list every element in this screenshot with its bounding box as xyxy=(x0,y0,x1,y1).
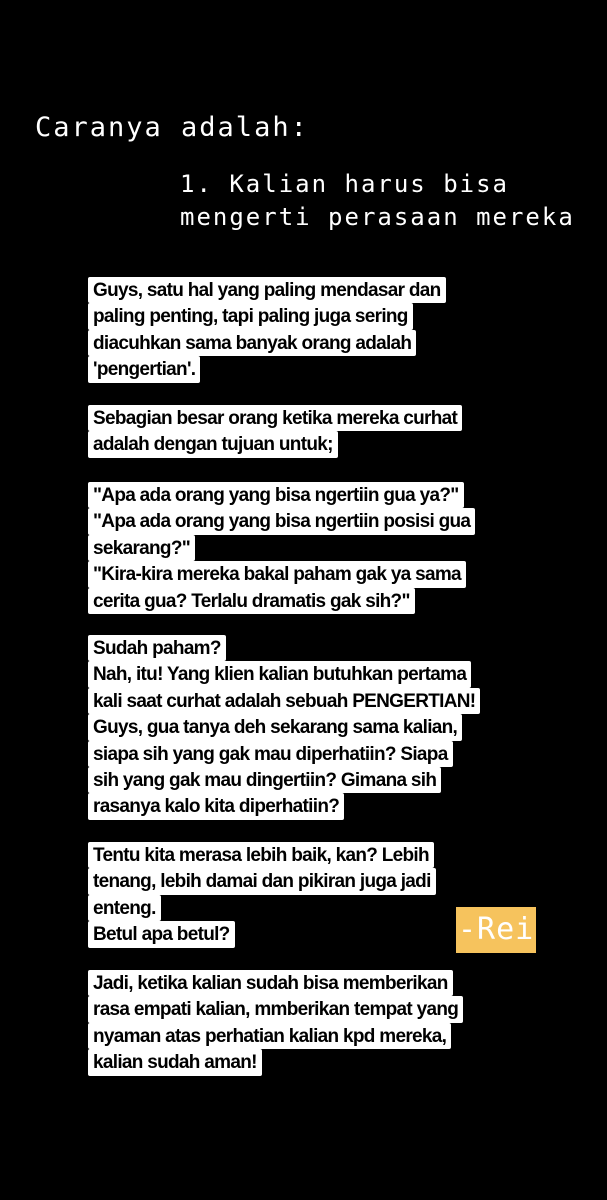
text-line: "Apa ada orang yang bisa ngertiin gua ya?" xyxy=(88,482,464,508)
point-text: Kalian harus bisa mengerti perasaan mereka xyxy=(180,170,575,231)
text-line: enteng. xyxy=(88,895,161,921)
text-line: Guys, gua tanya deh sekarang sama kalian, xyxy=(88,714,462,740)
text-line: Nah, itu! Yang klien kalian butuhkan pertama xyxy=(88,661,471,687)
text-line: sih yang gak mau dingertiin? Gimana sih xyxy=(88,767,441,793)
paragraph-sudah-paham xyxy=(88,635,480,820)
text-line: Sudah paham? xyxy=(88,635,226,661)
paragraph-quotes xyxy=(88,482,475,614)
text-line: Jadi, ketika kalian sudah bisa memberikan xyxy=(88,970,453,996)
text-line: sekarang?" xyxy=(88,535,195,561)
text-line: siapa sih yang gak mau diperhatiin? Siapa xyxy=(88,741,453,767)
text-line: rasa empati kalian, mmberikan tempat yang xyxy=(88,996,463,1022)
page-heading: Caranya adalah: xyxy=(35,112,309,143)
text-line: Guys, satu hal yang paling mendasar dan xyxy=(88,277,446,303)
paragraph-conclusion xyxy=(88,970,463,1076)
text-line: kalian sudah aman! xyxy=(88,1049,262,1075)
text-line: Tentu kita merasa lebih baik, kan? Lebih xyxy=(88,842,434,868)
text-line: nyaman atas perhatian kalian kpd mereka, xyxy=(88,1023,451,1049)
text-line: adalah dengan tujuan untuk; xyxy=(88,431,338,457)
text-line: 'pengertian'. xyxy=(88,356,200,382)
text-line: rasanya kalo kita diperhatiin? xyxy=(88,793,344,819)
point-one xyxy=(180,168,580,234)
paragraph-curhat-purpose xyxy=(88,405,462,458)
text-line: Sebagian besar orang ketika mereka curhat xyxy=(88,405,462,431)
text-line: cerita gua? Terlalu dramatis gak sih?" xyxy=(88,588,415,614)
text-line: kali saat curhat adalah sebuah PENGERTIAN! xyxy=(88,688,480,714)
text-line: "Apa ada orang yang bisa ngertiin posisi gua xyxy=(88,508,475,534)
paragraph-tentu xyxy=(88,842,436,948)
text-line: Betul apa betul? xyxy=(88,921,235,947)
paragraph-pengertian-intro xyxy=(88,277,446,383)
signature-badge: -Rei xyxy=(456,907,536,953)
point-number: 1. xyxy=(180,170,213,198)
text-line: tenang, lebih damai dan pikiran juga jadi xyxy=(88,868,436,894)
text-line: diacuhkan sama banyak orang adalah xyxy=(88,330,416,356)
text-line: paling penting, tapi paling juga sering xyxy=(88,303,413,329)
text-line: "Kira-kira mereka bakal paham gak ya sama xyxy=(88,561,466,587)
